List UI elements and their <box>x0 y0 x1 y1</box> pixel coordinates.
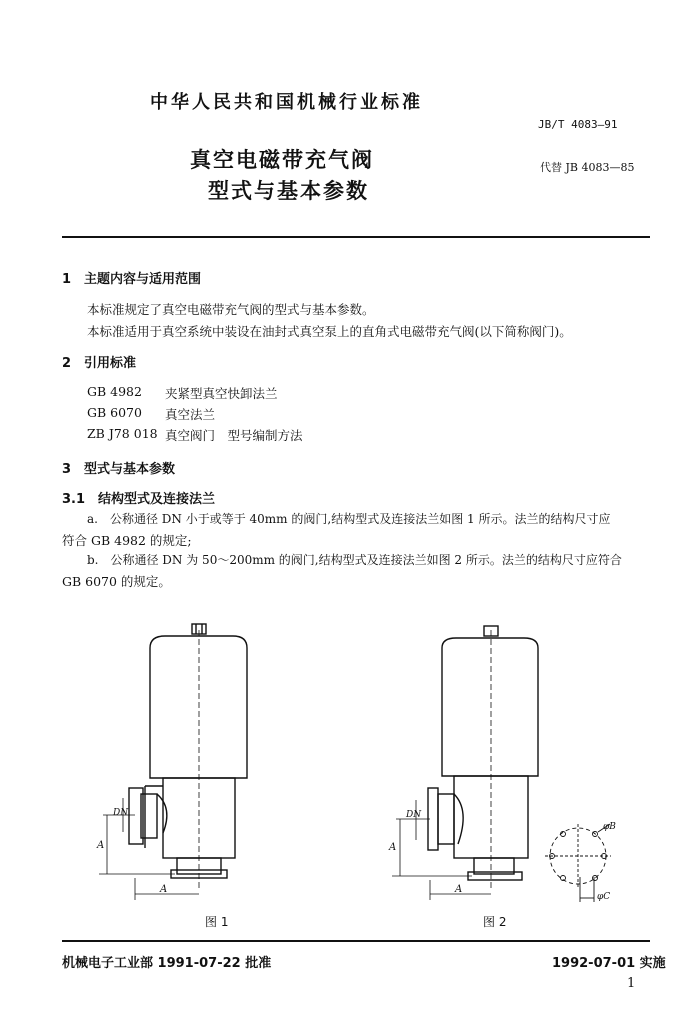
ref-title: 夹紧型真空快卸法兰 <box>165 386 278 401</box>
ref-title: 真空法兰 <box>165 407 216 422</box>
figure-2-caption: 图 2 <box>483 915 507 929</box>
dim-a-horizontal-label: A <box>160 884 168 895</box>
implementation-date: 1992-07-01 实施 <box>552 956 666 971</box>
standard-number: JB/T 4083—91 <box>538 118 618 131</box>
ref-code: GB 6070 <box>87 405 142 420</box>
replaces-standard: 代替 JB 4083—85 <box>540 161 635 174</box>
document-subtitle: 型式与基本参数 <box>208 179 369 203</box>
section-1-para-2: 本标准适用于真空系统中装设在油封式真空泵上的直角式电磁带充气阀(以下简称阀门)。 <box>87 324 572 339</box>
section-1-para-1: 本标准规定了真空电磁带充气阀的型式与基本参数。 <box>87 302 375 317</box>
figure-1-drawing <box>95 618 255 903</box>
dim-a-horizontal-label: A <box>455 884 463 895</box>
item-b-line-2: GB 6070 的规定。 <box>62 574 171 589</box>
item-a-line-1: a. 公称通径 DN 小于或等于 40mm 的阀门,结构型式及连接法兰如图 1 所示。法兰的结构尺寸应 <box>87 512 611 526</box>
ref-code: ZB J78 018 <box>87 426 158 441</box>
issuing-org: 中华人民共和国机械行业标准 <box>150 92 423 113</box>
section-1-heading: 1 主题内容与适用范围 <box>62 272 202 287</box>
dim-a-vertical-label: A <box>97 840 105 851</box>
approval-line: 机械电子工业部 1991-07-22 批准 <box>62 956 272 971</box>
ref-code: GB 4982 <box>87 384 142 399</box>
section-3-1-heading: 3.1 结构型式及连接法兰 <box>62 492 216 507</box>
section-2-heading: 2 引用标准 <box>62 356 137 371</box>
item-b-line-1: b. 公称通径 DN 为 50～200mm 的阀门,结构型式及连接法兰如图 2 所示。法兰的结构尺寸应符合 <box>87 553 622 567</box>
dim-dn-label: DN <box>113 808 129 818</box>
section-3-heading: 3 型式与基本参数 <box>62 462 176 477</box>
item-a-line-2: 符合 GB 4982 的规定; <box>62 533 192 548</box>
header-rule <box>62 236 650 238</box>
ref-title: 真空阀门 型号编制方法 <box>165 428 303 443</box>
document-title: 真空电磁带充气阀 <box>190 148 374 172</box>
dim-a-vertical-label: A <box>389 842 397 853</box>
dim-phib-label: φB <box>603 822 616 832</box>
page-number: 1 <box>627 976 636 991</box>
flange-detail-drawing <box>540 822 630 910</box>
footer-rule <box>62 940 650 942</box>
figure-1-caption: 图 1 <box>205 915 229 929</box>
figure-2-drawing <box>390 618 550 903</box>
dim-phic-label: φC <box>597 892 611 902</box>
dim-dn-label: DN <box>406 810 422 820</box>
